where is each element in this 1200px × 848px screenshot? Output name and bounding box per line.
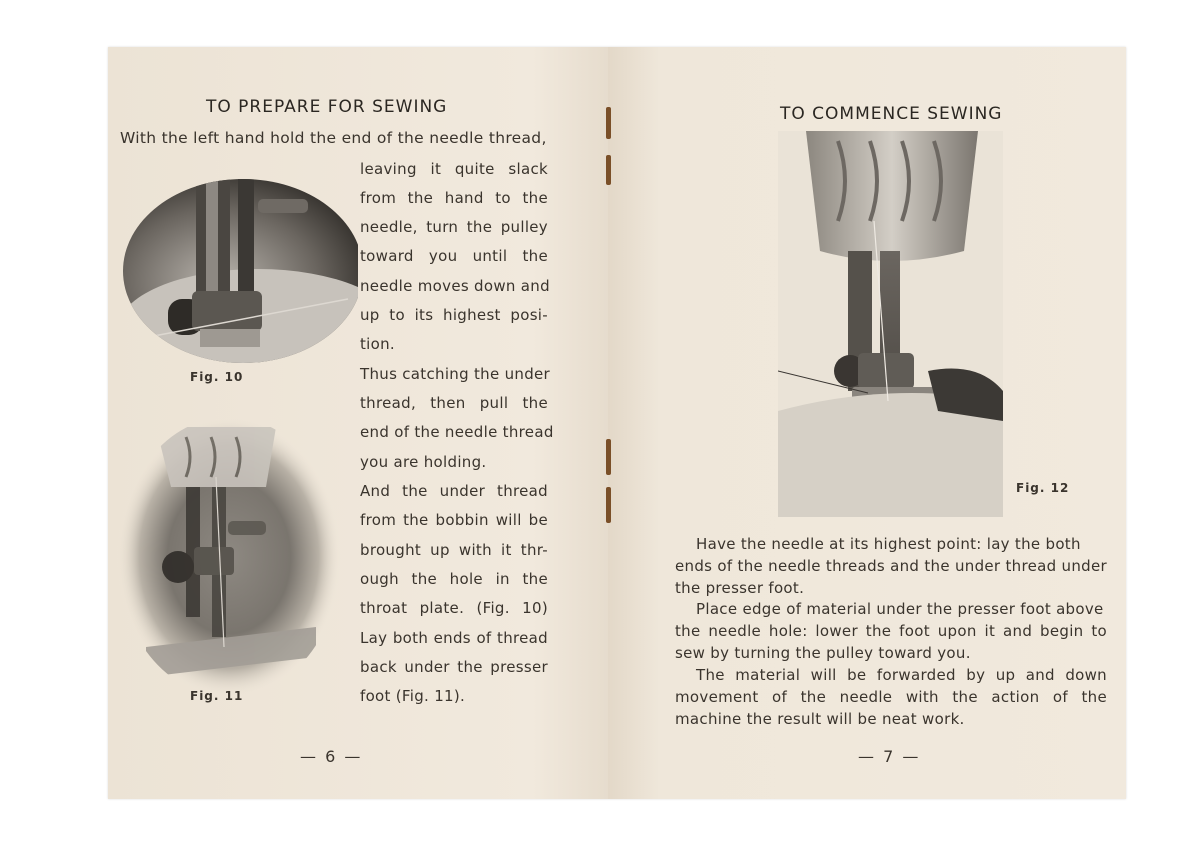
column-line-13: from the bobbin will be	[360, 511, 548, 529]
column-line-10: end of the needle thread	[360, 423, 554, 441]
paragraph-line-4: Place edge of material under the presser foot above	[696, 600, 1104, 618]
column-line-1: leaving it quite slack	[360, 160, 548, 178]
figure-12-label: Fig. 12	[1016, 481, 1070, 495]
booklet-spread	[108, 47, 1126, 799]
column-line-17: Lay both ends of thread	[360, 629, 548, 647]
paragraph-line-5: the needle hole: lower the foot upon it and begin to	[675, 622, 1107, 640]
right-page	[608, 47, 1126, 799]
binding-stitch	[606, 107, 611, 139]
left-page-number: — 6 —	[300, 747, 363, 766]
column-line-4: toward you until the	[360, 247, 548, 265]
column-line-12: And the under thread	[360, 482, 548, 500]
paragraph-line-7: The material will be forwarded by up and down	[696, 666, 1107, 684]
column-line-8: Thus catching the under	[360, 365, 551, 383]
column-line-5: needle moves down and	[360, 277, 550, 295]
left-page	[108, 47, 608, 799]
paragraph-line-8: movement of the needle with the action of the	[675, 688, 1107, 706]
column-line-6: up to its highest posi-	[360, 306, 548, 324]
column-line-18: back under the presser	[360, 658, 548, 676]
figure-12-photo	[778, 131, 1003, 517]
column-line-11: you are holding.	[360, 453, 487, 471]
right-page-heading: TO COMMENCE SEWING	[780, 104, 1003, 124]
binding-stitch	[606, 155, 611, 185]
left-intro-line: With the left hand hold the end of the needle thread,	[120, 129, 547, 147]
column-line-3: needle, turn the pulley	[360, 218, 548, 236]
figure-11-label: Fig. 11	[190, 689, 244, 703]
column-line-19: foot (Fig. 11).	[360, 687, 466, 705]
paragraph-line-1: Have the needle at its highest point: lay the both	[696, 535, 1081, 553]
binding-stitch	[606, 487, 611, 523]
right-page-number: — 7 —	[858, 747, 921, 766]
figure-10-photo	[108, 179, 358, 365]
column-line-14: brought up with it thr-	[360, 541, 548, 559]
paragraph-line-6: sew by turning the pulley toward you.	[675, 644, 971, 662]
column-line-7: tion.	[360, 335, 396, 353]
paragraph-line-9: machine the result will be neat work.	[675, 710, 965, 728]
column-line-9: thread, then pull the	[360, 394, 548, 412]
binding-stitch	[606, 439, 611, 475]
figure-11-photo	[116, 407, 342, 697]
figure-10-label: Fig. 10	[190, 370, 244, 384]
column-line-15: ough the hole in the	[360, 570, 548, 588]
left-page-heading: TO PREPARE FOR SEWING	[206, 97, 448, 117]
paragraph-line-3: the presser foot.	[675, 579, 805, 597]
column-line-16: throat plate. (Fig. 10)	[360, 599, 548, 617]
paragraph-line-2: ends of the needle threads and the under thread under	[675, 557, 1107, 575]
column-line-2: from the hand to the	[360, 189, 548, 207]
